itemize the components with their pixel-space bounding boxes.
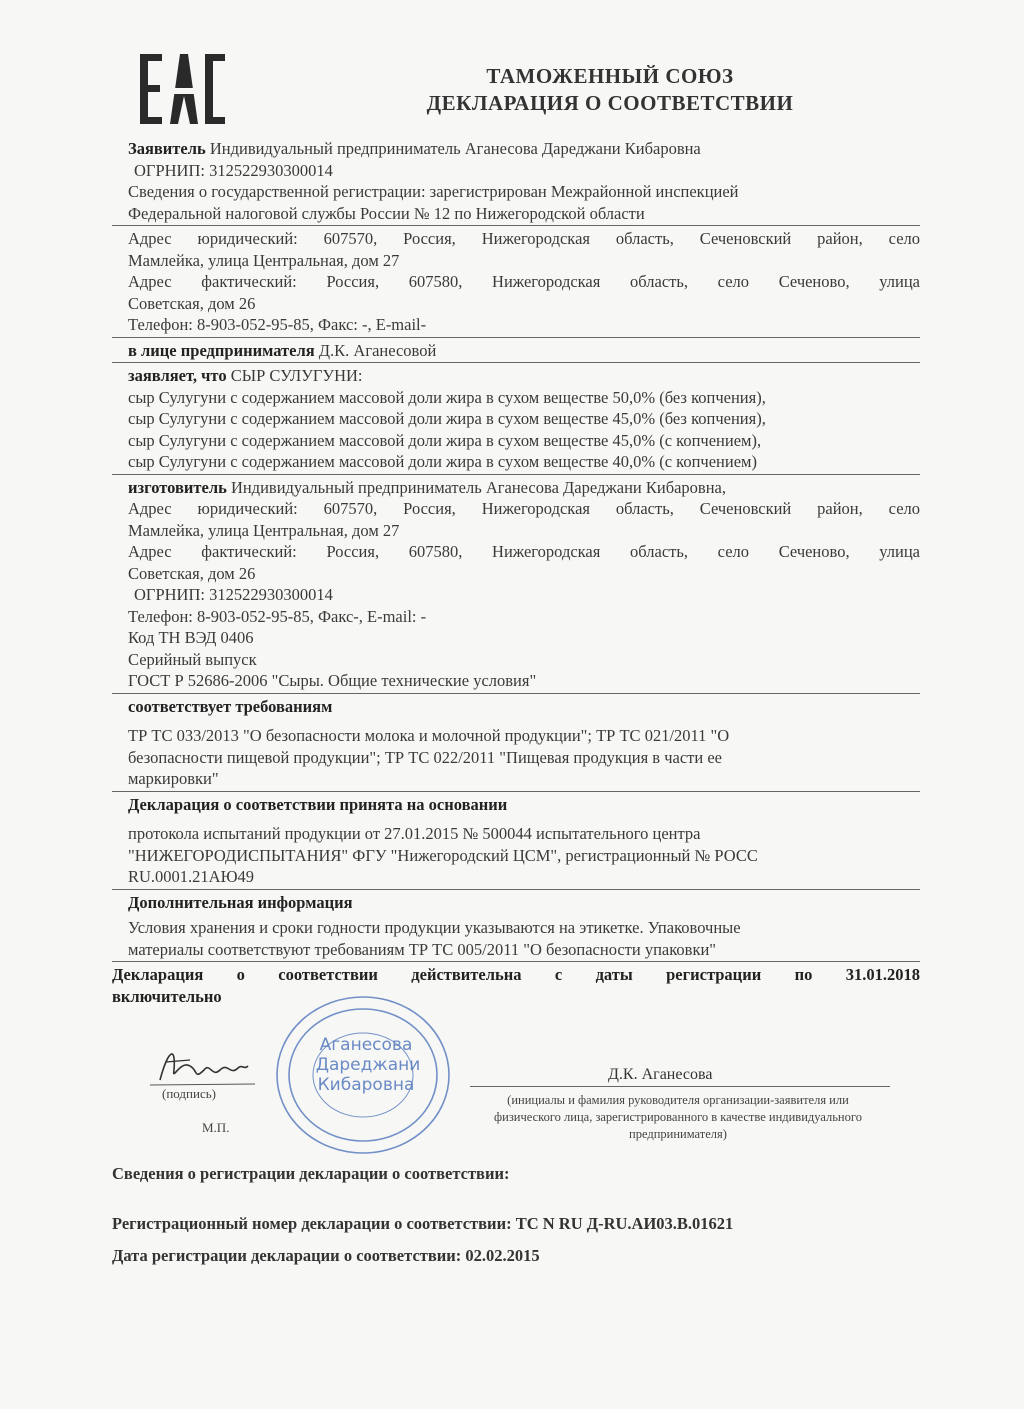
product-item: сыр Сулугуни с содержанием массовой доли жира в сухом веществе 45,0% (без копчения), [128,409,766,428]
basis-section [112,794,920,890]
applicant-ogrnip: ОГРНИП: 312522930300014 [134,160,333,180]
representative-line [112,340,920,364]
registration-date-value: 02.02.2015 [465,1246,540,1265]
manufacturer-section [112,477,920,694]
validity-line: включительно [112,986,222,1006]
applicant-actual-address: Адрес фактический: Россия, 607580, Нижегородская область, село Сеченово, улица [128,272,920,291]
additional-line: материалы соответствуют требованиям ТР ТС 005/2011 "О безопасности упаковки" [128,939,717,959]
product-item: сыр Сулугуни с содержанием массовой доли жира в сухом веществе 40,0% (с копчением) [128,452,757,471]
manufacturer-legal-address: Адрес юридический: 607570, Россия, Нижегородская область, Сеченовский район, село [128,499,920,518]
applicant-reg-info-1: Сведения о государственной регистрации: зарегистрирован Межрайонной инспекцией [128,182,739,201]
product-item: сыр Сулугуни с содержанием массовой доли жира в сухом веществе 45,0% (с копчением), [128,430,762,450]
applicant-label: Заявитель [128,139,206,158]
manufacturer-name: Индивидуальный предприниматель Аганесова Дареджани Кибаровна, [230,477,726,497]
applicant-phone: Телефон: 8-903-052-95-85, Факс: -, E-mail- [112,314,920,338]
representative-label: в лице предпринимателя [128,340,315,360]
stamp-text: Дареджани [315,1055,421,1075]
manufacturer-actual-address-2: Советская, дом 26 [128,563,256,583]
declaration-title: ДЕКЛАРАЦИЯ О СООТВЕТСТВИИ [426,91,794,115]
eac-mark-icon [140,52,226,131]
basis-line: RU.0001.21АЮ49 [128,867,255,886]
gost-standard: ГОСТ Р 52686-2006 "Сыры. Общие технические условия" [112,670,920,694]
registration-number-value: ТС N RU Д-RU.АИ03.В.01621 [515,1214,734,1233]
applicant-actual-address-2: Советская, дом 26 [128,293,256,313]
signer-caption-line: (инициалы и фамилия руководителя организации-заявителя или [507,1093,849,1107]
signer-caption-line: физического лица, зарегистрированного в качестве индивидуального [494,1110,862,1124]
declaration-body [112,138,920,1007]
product-item: сыр Сулугуни с содержанием массовой доли жира в сухом веществе 50,0% (без копчения), [128,387,766,407]
signature-caption: (подпись) [162,1086,216,1101]
registration-date [112,1246,540,1266]
registration-heading: Сведения о регистрации декларации о соответствии: [112,1164,510,1183]
manufacturer-actual-address: Адрес фактический: Россия, 607580, Нижегородская область, село Сеченово, улица [128,542,920,561]
manufacturer-legal-address-2: Мамлейка, улица Центральная, дом 27 [128,520,400,540]
registration-date-label: Дата регистрации декларации о соответствии: [112,1246,462,1265]
representative-value: Д.К. Аганесовой [318,340,437,360]
round-seal-stamp [268,990,458,1165]
requirements-line: маркировки" [128,769,219,788]
validity-section [112,964,920,1007]
seal-place-caption: М.П. [202,1120,230,1135]
applicant-legal-address-2: Мамлейка, улица Центральная, дом 27 [128,250,400,270]
stamp-text: Аганесова [319,1035,413,1055]
product-value: СЫР СУЛУГУНИ: [230,366,363,385]
requirements-line: ТР ТС 033/2013 "О безопасности молока и молочной продукции"; ТР ТС 021/2011 "О [128,726,730,745]
product-section [112,365,920,475]
manufacturer-label: изготовитель [128,477,227,497]
product-label: заявляет, что [128,366,227,385]
basis-label: Декларация о соответствии принята на основании [128,794,508,814]
manufacturer-phone: Телефон: 8-903-052-95-85, Факс-, E-mail: - [128,606,427,626]
additional-label: Дополнительная информация [128,892,353,912]
signer-name: Д.К. Аганесова [608,1066,713,1083]
signer-caption-line: предпринимателя) [629,1127,727,1141]
requirements-line: безопасности пищевой продукции"; ТР ТС 022/2011 "Пищевая продукция в части ее [128,747,722,767]
signer-line [470,1086,890,1087]
registration-number-label: Регистрационный номер декларации о соответствии: [112,1214,512,1233]
basis-line: "НИЖЕГОРОДИСПЫТАНИЯ" ФГУ "Нижегородский ЦСМ", регистрационный № РОСС [128,845,758,865]
basis-line: протокола испытаний продукции от 27.01.2015 № 500044 испытательного центра [128,824,701,843]
signer-caption [448,1092,908,1143]
applicant-reg-info-2: Федеральной налоговой службы России № 12 по Нижегородской области [112,203,920,227]
requirements-section [112,696,920,792]
applicant-section [112,138,920,338]
serial-production: Серийный выпуск [128,649,257,669]
manufacturer-ogrnip: ОГРНИП: 312522930300014 [134,585,333,604]
additional-line: Условия хранения и сроки годности продукции указываются на этикетке. Упаковочные [128,918,741,937]
document-header [330,64,890,116]
validity-line: Декларация о соответствии действительна с даты регистрации по 31.01.2018 [112,965,920,984]
additional-section [112,892,920,963]
applicant-legal-address: Адрес юридический: 607570, Россия, Нижегородская область, Сеченовский район, село [128,229,920,248]
applicant-name: Индивидуальный предприниматель Аганесова Дареджани Кибаровна [209,139,701,158]
union-title: ТАМОЖЕННЫЙ СОЮЗ [486,64,734,88]
tn-ved-code: Код ТН ВЭД 0406 [128,628,254,647]
requirements-label: соответствует требованиям [128,696,333,716]
stamp-text: Кибаровна [317,1075,415,1095]
registration-number [112,1214,733,1234]
